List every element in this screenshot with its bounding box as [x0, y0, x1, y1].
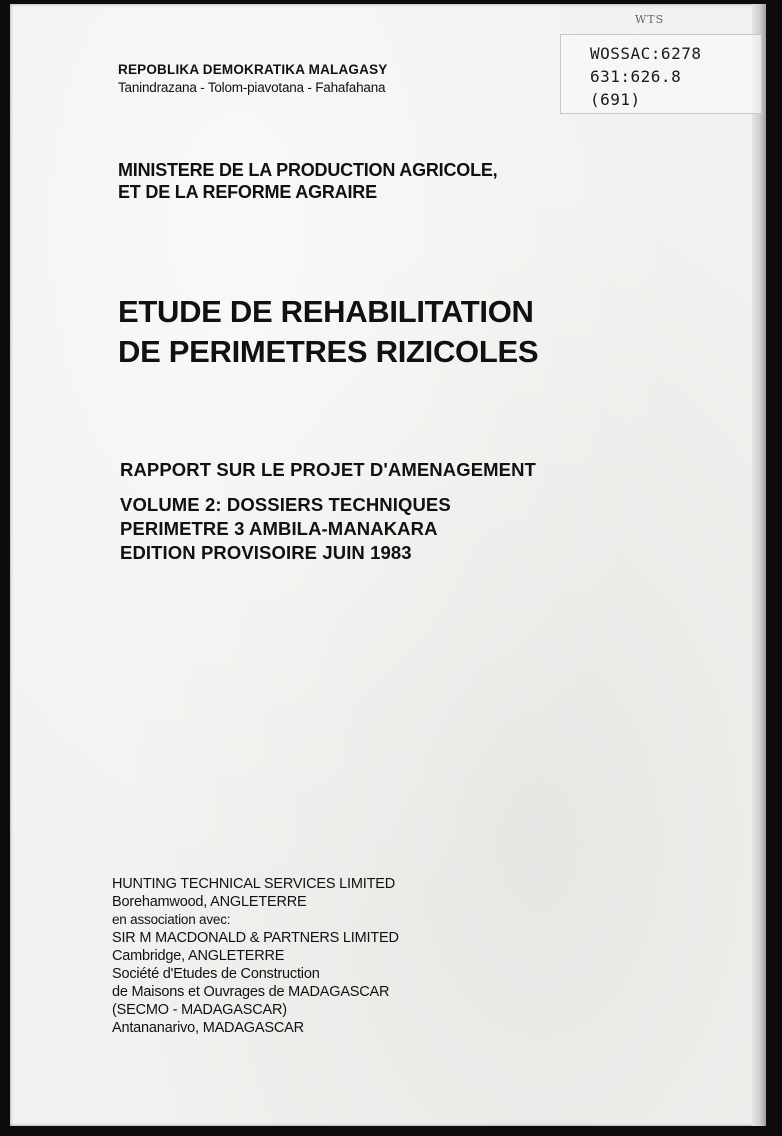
edition-label: EDITION PROVISOIRE JUIN 1983: [120, 542, 412, 563]
stamp-classification: 631:626.8: [590, 67, 682, 86]
ministry-line-2: ET DE LA REFORME AGRAIRE: [118, 182, 377, 202]
report-name: RAPPORT SUR LE PROJET D'AMENAGEMENT: [120, 459, 536, 480]
republic-name: REPOBLIKA DEMOKRATIKA MALAGASY: [118, 62, 388, 77]
author-company-3-line-2: de Maisons et Ouvrages de MADAGASCAR: [112, 984, 390, 1000]
page-spine-edge: [752, 4, 766, 1126]
handwritten-note: WTS: [635, 13, 665, 26]
national-motto: Tanindrazana - Tolom-piavotana - Fahafahana: [118, 80, 386, 95]
author-company-3-line-1: Société d'Etudes de Construction: [112, 966, 320, 982]
ministry-line-1: MINISTERE DE LA PRODUCTION AGRICOLE,: [118, 160, 498, 180]
document-title-line-2: DE PERIMETRES RIZICOLES: [118, 334, 539, 369]
association-note: en association avec:: [112, 912, 231, 927]
document-title-line-1: ETUDE DE REHABILITATION: [118, 294, 534, 329]
volume-label: VOLUME 2: DOSSIERS TECHNIQUES: [120, 494, 451, 515]
stamp-accession-number: WOSSAC:6278: [590, 44, 702, 63]
author-company-3-location: Antananarivo, MADAGASCAR: [112, 1020, 304, 1036]
document-cover-page: [10, 4, 766, 1126]
perimeter-label: PERIMETRE 3 AMBILA-MANAKARA: [120, 518, 438, 539]
author-company-3-abbrev: (SECMO - MADAGASCAR): [112, 1002, 287, 1018]
author-company-1-location: Borehamwood, ANGLETERRE: [112, 894, 307, 910]
stamp-region-code: (691): [590, 90, 641, 109]
author-company-1: HUNTING TECHNICAL SERVICES LIMITED: [112, 876, 395, 892]
author-company-2-location: Cambridge, ANGLETERRE: [112, 948, 285, 964]
author-company-2: SIR M MACDONALD & PARTNERS LIMITED: [112, 930, 399, 946]
